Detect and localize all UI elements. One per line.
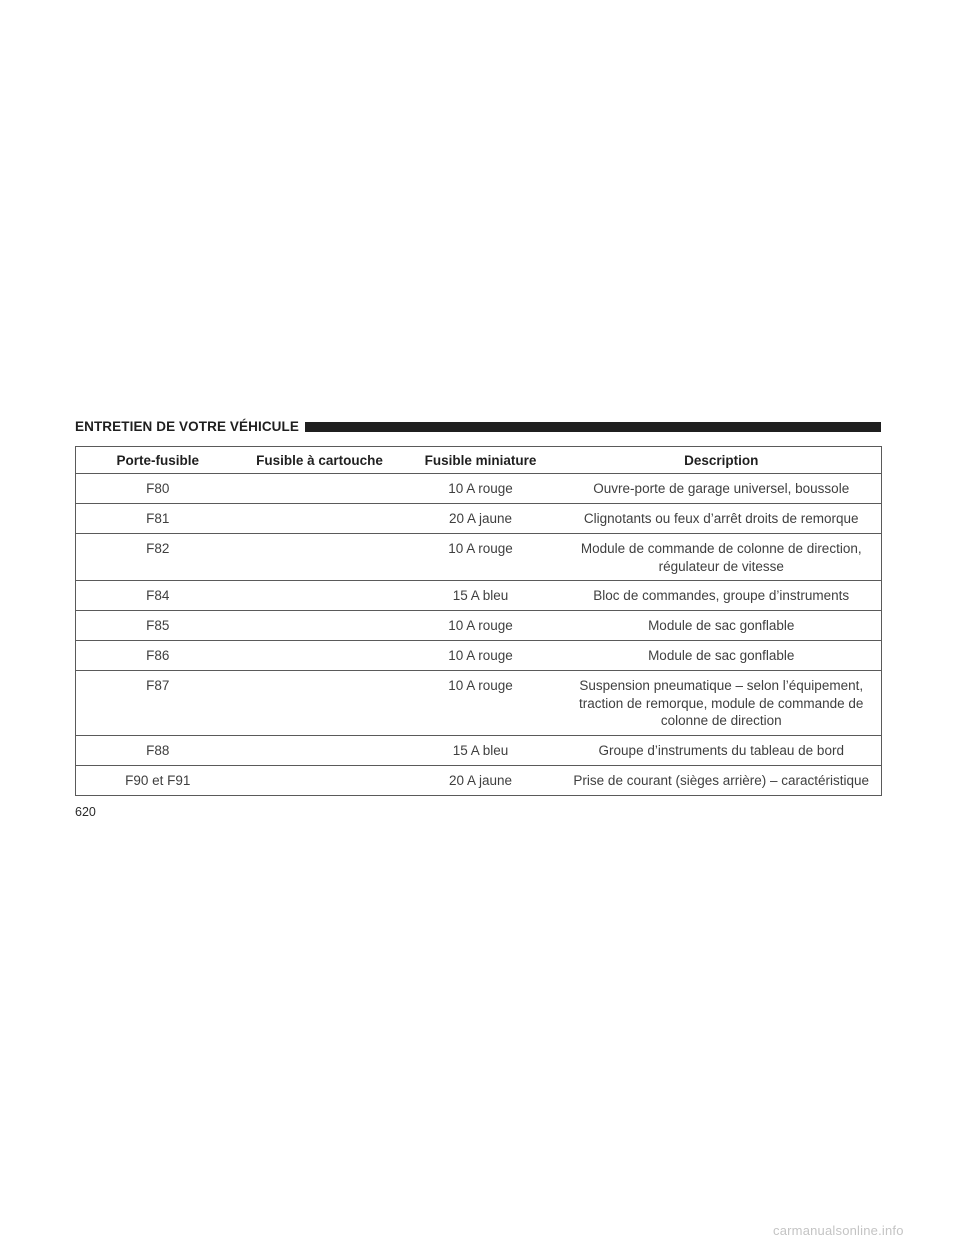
fuse-table <box>75 446 882 796</box>
cartridge-fuse-cell <box>240 735 400 765</box>
cartridge-fuse-cell <box>240 765 400 795</box>
table-row <box>76 641 882 671</box>
fuse-holder-cell: F81 <box>76 504 240 534</box>
fuse-holder-cell: F87 <box>76 671 240 736</box>
fuse-holder-cell: F82 <box>76 534 240 581</box>
description-cell <box>562 641 882 671</box>
mini-fuse-cell: 15 A bleu <box>400 581 562 611</box>
cartridge-fuse-cell <box>240 671 400 736</box>
description-line: régulateur de vitesse <box>658 558 784 574</box>
description-line: colonne de direction <box>660 713 782 728</box>
description-line: Module de sac gonflable <box>648 648 795 663</box>
cartridge-fuse-cell <box>240 581 400 611</box>
mini-fuse-cell: 10 A rouge <box>400 671 562 736</box>
fuse-holder-cell: F84 <box>76 581 240 611</box>
column-header-cartridge-fuse: Fusible à cartouche <box>240 447 400 474</box>
mini-fuse-cell: 10 A rouge <box>400 641 562 671</box>
cartridge-fuse-cell <box>240 611 400 641</box>
cartridge-fuse-cell <box>240 641 400 671</box>
table-row <box>76 504 882 534</box>
description-line: Ouvre-porte de garage universel, boussole <box>593 481 850 496</box>
description-line: Clignotants ou feux d’arrêt droits de remorque <box>583 511 859 526</box>
cartridge-fuse-cell <box>240 504 400 534</box>
description-line: Module de commande de colonne de direction, <box>580 541 862 556</box>
cartridge-fuse-cell <box>240 474 400 504</box>
watermark: carmanualsonline.info <box>773 1223 904 1238</box>
description-line: Suspension pneumatique – selon l’équipement, <box>579 678 864 693</box>
page-number: 620 <box>75 805 96 819</box>
table-row <box>76 534 882 581</box>
description-cell <box>562 671 882 736</box>
table-row <box>76 581 882 611</box>
description-line: Bloc de commandes, groupe d’instruments <box>593 588 850 603</box>
table-row <box>76 765 882 795</box>
description-cell <box>562 765 882 795</box>
fuse-holder-cell: F85 <box>76 611 240 641</box>
column-header-description: Description <box>562 447 882 474</box>
cartridge-fuse-cell <box>240 534 400 581</box>
column-header-mini-fuse: Fusible miniature <box>400 447 562 474</box>
column-header-fuse-holder: Porte-fusible <box>76 447 240 474</box>
mini-fuse-cell: 20 A jaune <box>400 765 562 795</box>
description-line: traction de remorque, module de commande de <box>579 695 864 711</box>
mini-fuse-cell: 10 A rouge <box>400 534 562 581</box>
table-header-row <box>76 447 882 474</box>
table-row <box>76 611 882 641</box>
table-row <box>76 671 882 736</box>
fuse-holder-cell: F80 <box>76 474 240 504</box>
mini-fuse-cell: 15 A bleu <box>400 735 562 765</box>
description-cell <box>562 474 882 504</box>
section-title-bar <box>305 422 881 432</box>
section-title: ENTRETIEN DE VOTRE VÉHICULE <box>75 419 299 434</box>
description-cell <box>562 504 882 534</box>
section-header <box>75 418 881 435</box>
description-line: Prise de courant (sièges arrière) – caractéristique <box>573 772 870 788</box>
mini-fuse-cell: 10 A rouge <box>400 474 562 504</box>
fuse-holder-cell: F90 et F91 <box>76 765 240 795</box>
description-cell <box>562 611 882 641</box>
description-cell <box>562 534 882 581</box>
description-cell <box>562 735 882 765</box>
table-row <box>76 474 882 504</box>
description-line: Groupe d’instruments du tableau de bord <box>598 742 844 758</box>
description-line: Module de sac gonflable <box>648 618 795 633</box>
mini-fuse-cell: 10 A rouge <box>400 611 562 641</box>
fuse-holder-cell: F86 <box>76 641 240 671</box>
mini-fuse-cell: 20 A jaune <box>400 504 562 534</box>
description-cell <box>562 581 882 611</box>
fuse-holder-cell: F88 <box>76 735 240 765</box>
table-row <box>76 735 882 765</box>
